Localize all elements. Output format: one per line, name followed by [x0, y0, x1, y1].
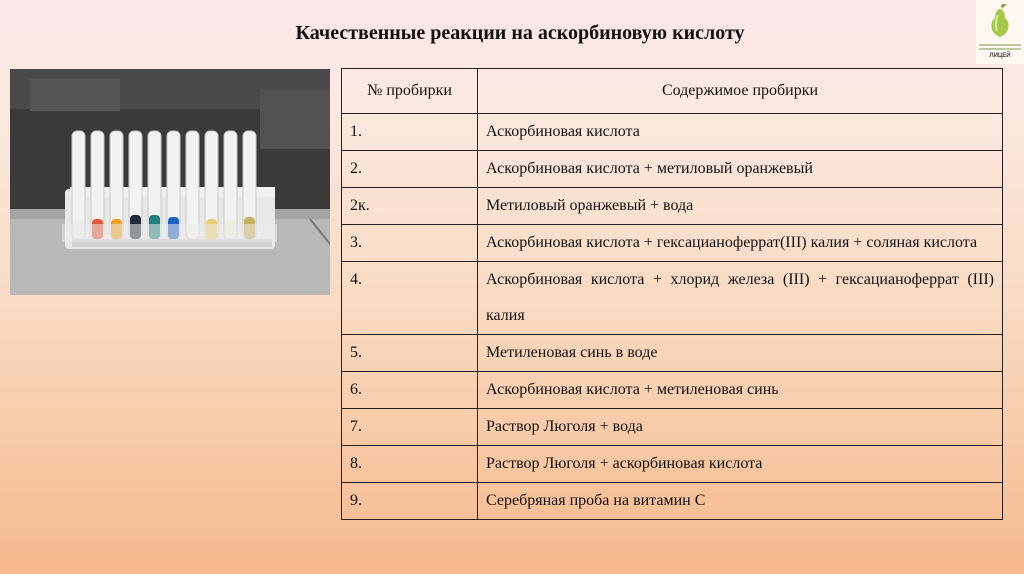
table-row: [342, 372, 1003, 409]
tube-contents: Метиленовая синь в воде: [478, 335, 1003, 372]
table-row: [342, 446, 1003, 483]
test-tubes-image: [10, 69, 330, 295]
tube-number: 1.: [342, 114, 478, 151]
table-row: [342, 262, 1003, 335]
tube-number: 7.: [342, 409, 478, 446]
table-row: [342, 409, 1003, 446]
logo-caption-line: [979, 44, 1021, 46]
logo-text: ЛИЦЕЙ: [989, 53, 1011, 59]
table-row: [342, 188, 1003, 225]
slide-title: Качественные реакции на аскорбиновую кислоту: [295, 22, 745, 44]
tube-number: 2.: [342, 151, 478, 188]
table-row: [342, 151, 1003, 188]
logo-caption-line: [979, 48, 1021, 50]
tube-contents: Метиловый оранжевый + вода: [478, 188, 1003, 225]
test-tubes-photo: [10, 69, 330, 295]
table-row: [342, 483, 1003, 520]
tube-number: 5.: [342, 335, 478, 372]
table-header-row: [342, 69, 1003, 114]
reactions-table: [341, 68, 1003, 520]
tube-number: 3.: [342, 225, 478, 262]
tube-contents: Аскорбиновая кислота + хлорид железа (III) + гексацианоферрат (III) калия: [478, 262, 1003, 335]
tube-contents: Аскорбиновая кислота + гексацианоферрат(III) калия + соляная кислота: [478, 225, 1003, 262]
pear-logo-icon: [987, 3, 1013, 39]
header-tube-contents: Содержимое пробирки: [478, 69, 1003, 114]
tube-contents: Аскорбиновая кислота + метиловый оранжевый: [478, 151, 1003, 188]
tube-contents: Раствор Люголя + аскорбиновая кислота: [478, 446, 1003, 483]
tube-number: 2к.: [342, 188, 478, 225]
table-row: [342, 114, 1003, 151]
lyceum-logo: [976, 0, 1024, 64]
header-tube-number: № пробирки: [342, 69, 478, 114]
tube-number: 6.: [342, 372, 478, 409]
tube-contents: Раствор Люголя + вода: [478, 409, 1003, 446]
table-row: [342, 335, 1003, 372]
tube-contents: Аскорбиновая кислота: [478, 114, 1003, 151]
tube-contents: Аскорбиновая кислота + метиленовая синь: [478, 372, 1003, 409]
tube-number: 8.: [342, 446, 478, 483]
tube-contents: Серебряная проба на витамин С: [478, 483, 1003, 520]
table-row: [342, 225, 1003, 262]
tube-number: 4.: [342, 262, 478, 335]
tube-number: 9.: [342, 483, 478, 520]
